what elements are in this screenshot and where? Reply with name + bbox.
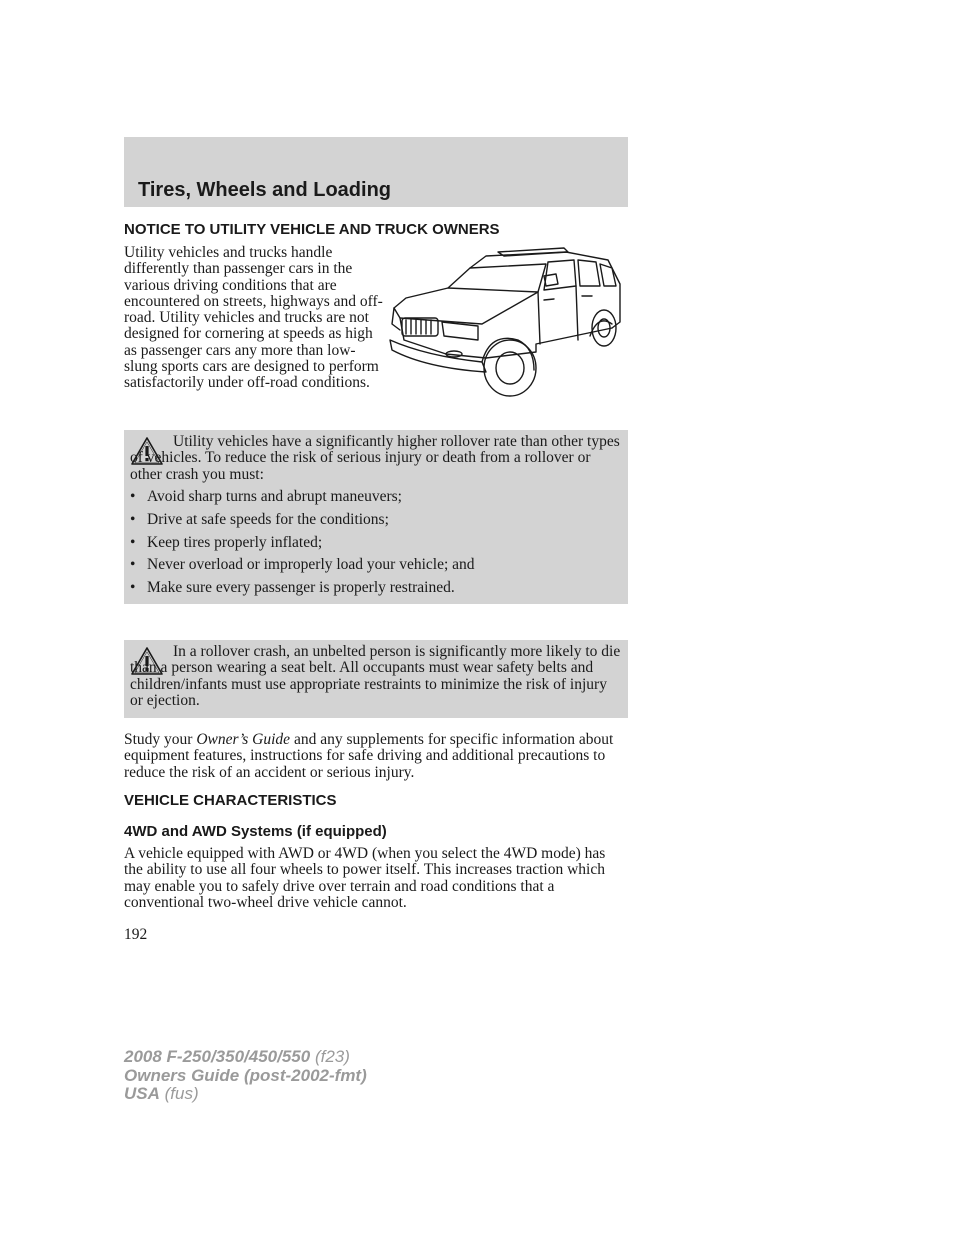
section-title: Tires, Wheels and Loading [138,179,392,201]
list-item: • Make sure every passenger is properly restrained. [130,579,455,597]
list-item: • Avoid sharp turns and abrupt maneuvers; [130,488,402,505]
list-item: • Never overload or improperly load your vehicle; and [130,556,475,574]
intro-paragraph: Utility vehicles and trucks handle differently than passenger cars in the various driving conditions that are encountered on streets, highways and off-road. Utility vehicles and trucks are not designed for cornering at speeds as high as passenger cars any more than low-slung sports cars are designed to perform satisfactorily under off-road conditions. [124,244,383,392]
page-number: 192 [124,926,148,943]
notice-heading: NOTICE TO UTILITY VEHICLE AND TRUCK OWNERS [124,221,500,238]
awd-systems-heading: 4WD and AWD Systems (if equipped) [124,823,387,840]
utility-vehicle-illustration [386,244,626,400]
vehicle-characteristics-heading: VEHICLE CHARACTERISTICS [124,792,337,809]
warning-1-text: Utility vehicles have a significantly higher rollover rate than other types of vehicles. To reduce the risk of serious injury or death from a rollover or other crash you must: [130,433,620,483]
document-footer: 2008 F-250/350/450/550 (f23) Owners Guide (post-2002-fmt) USA (fus) [124,1047,367,1103]
owners-guide-title: Owner’s Guide [196,731,291,748]
warning-2-text: In a rollover crash, an unbelted person is significantly more likely to die than a person wearing a seat belt. All occupants must wear safety belts and children/infants must use appropriate restraints to minimize the risk of injury or ejection. [130,643,621,710]
awd-paragraph: A vehicle equipped with AWD or 4WD (when you select the 4WD mode) has the ability to use all four wheels to power itself. This increases traction which may enable you to safely drive over terrain and road conditions that a conventional two-wheel drive vehicle cannot. [124,845,606,911]
rollover-warning-box [124,430,628,604]
list-item: • Keep tires properly inflated; [130,533,323,551]
list-item: • Drive at safe speeds for the conditions; [130,510,389,528]
section-header-band [124,137,628,207]
safety-bullet-list [130,489,475,603]
study-paragraph: Study your Owner’s Guide and any supplements for specific information about equipment features, instructions for safe driving and additional precautions to reduce the risk of an accident or serious injury. [124,731,614,781]
seatbelt-warning-box [124,640,628,718]
